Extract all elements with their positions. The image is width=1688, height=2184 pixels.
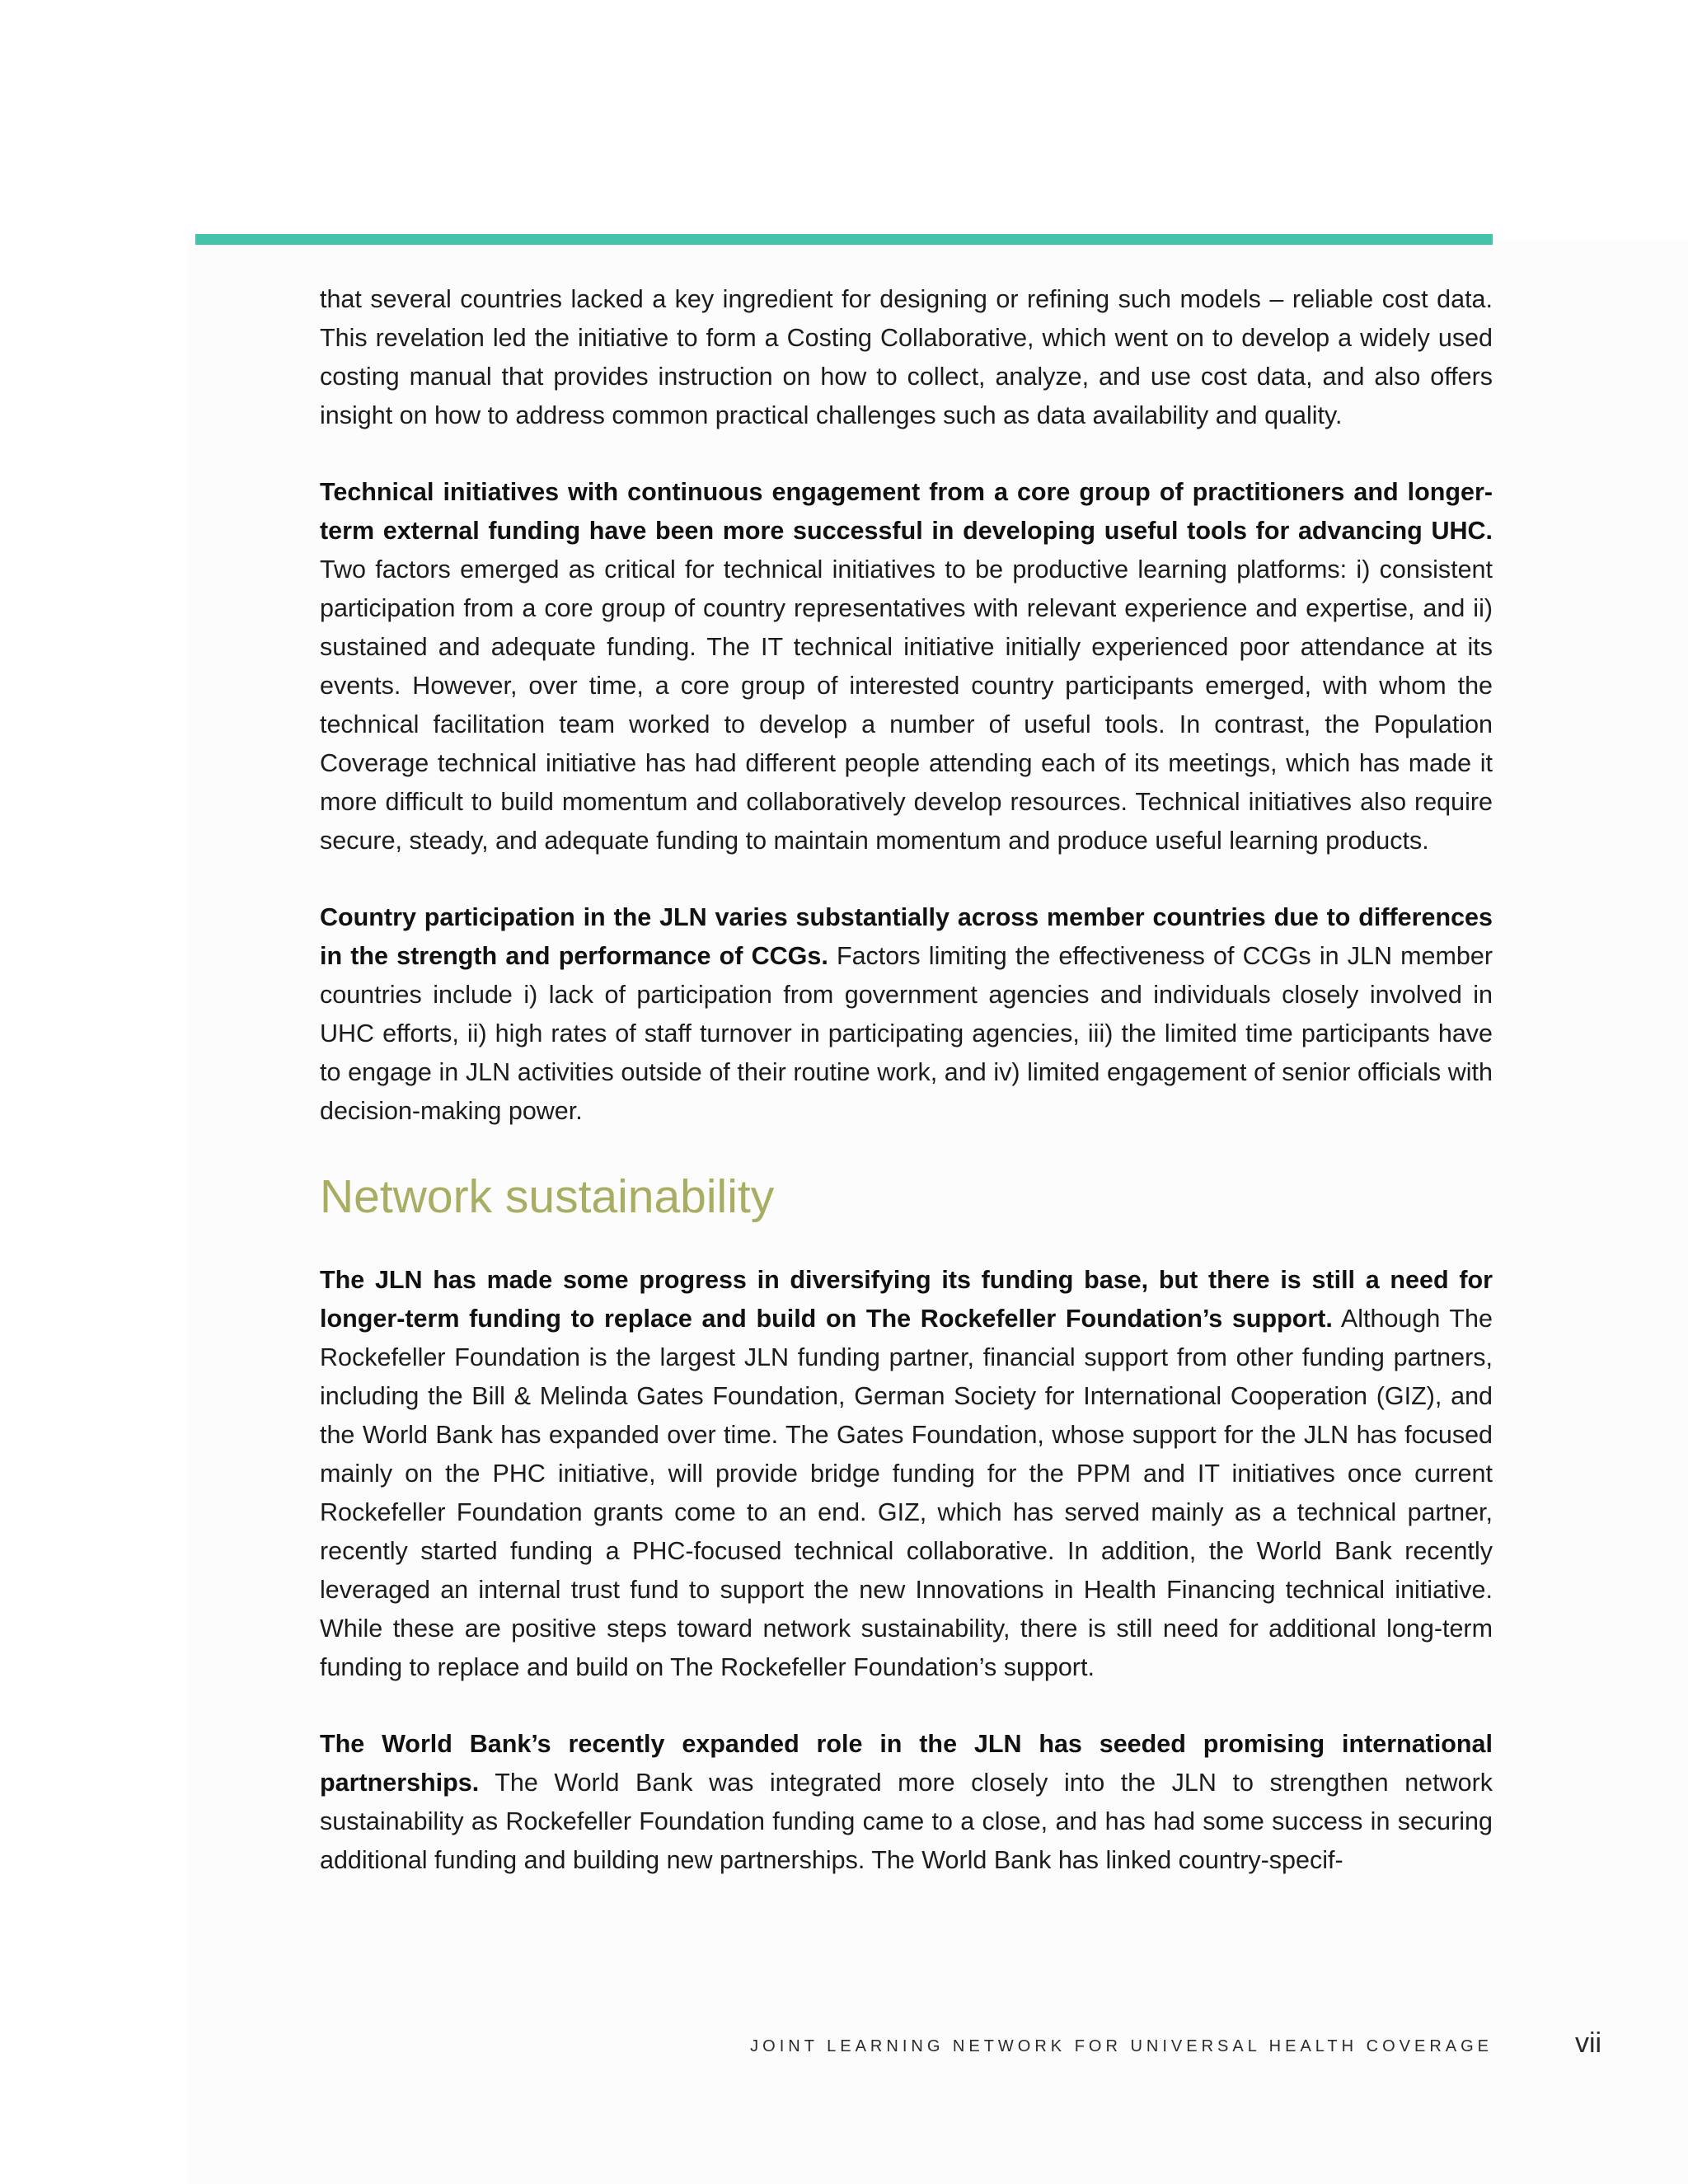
paragraph-world-bank-role — [320, 1725, 1493, 1880]
paragraph-lead: The JLN has made some progress in diversifying its funding base, but there is still a need for longer-term funding to replace and build on The Rockefeller Foundation’s support. — [320, 1266, 1493, 1333]
paragraph-body: that several countries lacked a key ingredient for designing or refining such models – reliable cost data. This revelation led the initiative to form a Costing Collaborative, which went on to develop a widely used costing manual that provides instruction on how to collect, analyze, and use cost data, and also offers insight on how to address common practical challenges such as data availability and quality. — [320, 285, 1493, 429]
paragraph-body: Two factors emerged as critical for technical initiatives to be productive learning platforms: i) consistent participation from a core group of country representatives with relevant experience and expertise, and ii) sustained and adequate funding. The IT technical initiative initially experienced poor attendance at its events. However, over time, a core group of interested country participants emerged, with whom the technical facilitation team worked to develop a number of useful tools. In contrast, the Population Coverage technical initiative has had different people attending each of its meetings, which has made it more difficult to build momentum and collaboratively develop resources. Technical initiatives also require secure, steady, and adequate funding to maintain momentum and produce useful learning products. — [320, 555, 1493, 855]
paragraph-country-participation — [320, 898, 1493, 1131]
paragraph-lead: Technical initiatives with continuous engagement from a core group of practitioners and longer-term external funding have been more successful in developing useful tools for advancing UHC. — [320, 478, 1493, 545]
footer-running-title: JOINT LEARNING NETWORK FOR UNIVERSAL HEALTH COVERAGE — [750, 2037, 1493, 2055]
paragraph-body: The World Bank was integrated more closely into the JLN to strengthen network sustainability as Rockefeller Foundation funding came to a close, and has had some success in securing additional funding and building new partnerships. The World Bank has linked country-specif- — [320, 1769, 1493, 1874]
paragraph-technical-initiatives — [320, 473, 1493, 860]
page-number: vii — [1575, 2027, 1602, 2059]
paragraph-costing-collaborative — [320, 280, 1493, 435]
paragraph-body: Factors limiting the effectiveness of CCGs in JLN member countries include i) lack of participation from government agencies and individuals closely involved in UHC efforts, ii) high rates of staff turnover in participating agencies, iii) the limited time participants have to engage in JLN activities outside of their routine work, and iv) limited engagement of senior officials with decision-making power. — [320, 942, 1493, 1125]
top-accent-rule — [195, 234, 1493, 245]
main-content — [320, 280, 1493, 1880]
paragraph-funding-base — [320, 1261, 1493, 1687]
paragraph-lead: Country participation in the JLN varies substantially across member countries due to differences in the strength and performance of CCGs. — [320, 903, 1493, 970]
paragraph-body: Although The Rockefeller Foundation is the largest JLN funding partner, financial support from other funding partners, including the Bill & Melinda Gates Foundation, German Society for International Cooperation (GIZ), and the World Bank has expanded over time. The Gates Foundation, whose support for the JLN has focused mainly on the PHC initiative, will provide bridge funding for the PPM and IT initiatives once current Rockefeller Foundation grants come to an end. GIZ, which has served mainly as a technical partner, recently started funding a PHC-focused technical collaborative. In addition, the World Bank recently leveraged an internal trust fund to support the new Innovations in Health Financing technical initiative. While these are positive steps toward network sustainability, there is still need for additional long-term funding to replace and build on The Rockefeller Foundation’s support. — [320, 1305, 1493, 1681]
paragraph-lead: The World Bank’s recently expanded role in the JLN has seeded promising international partnerships. — [320, 1730, 1493, 1797]
section-heading: Network sustainability — [320, 1170, 775, 1223]
